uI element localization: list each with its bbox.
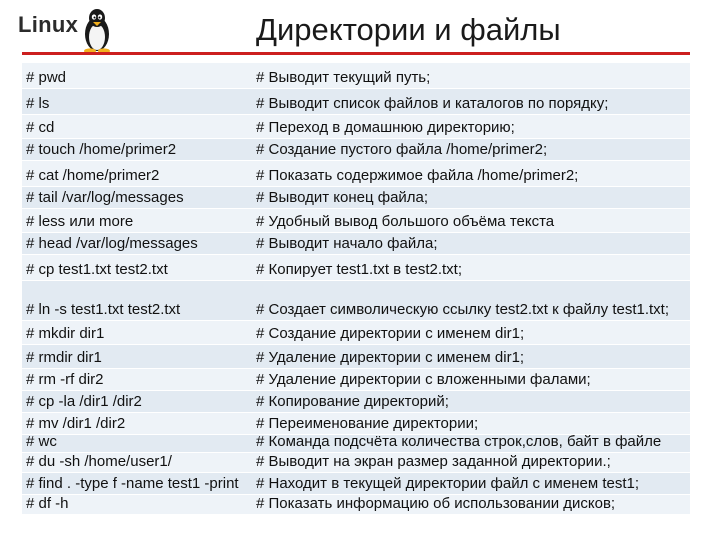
command-text: # cat /home/primer2 <box>26 167 160 184</box>
table-row <box>22 115 690 139</box>
command-text: # cp test1.txt test2.txt <box>26 261 168 278</box>
description-cell <box>256 345 690 368</box>
table-row <box>22 161 690 187</box>
command-text: # rmdir dir1 <box>26 349 102 366</box>
title-underline <box>22 52 690 55</box>
description-text: # Переход в домашнюю директорию; <box>256 119 515 136</box>
table-row <box>22 413 690 435</box>
table-row <box>22 139 690 161</box>
command-cell <box>22 209 256 232</box>
description-cell <box>256 391 690 412</box>
table-row <box>22 321 690 345</box>
linux-logo <box>18 8 110 56</box>
command-text: # ln -s test1.txt test2.txt <box>26 301 181 318</box>
description-cell <box>256 255 690 280</box>
table-row <box>22 435 690 453</box>
command-cell <box>22 233 256 254</box>
description-cell <box>256 63 690 88</box>
description-cell <box>256 321 690 344</box>
command-text: # df -h <box>26 495 69 512</box>
description-cell <box>256 89 690 114</box>
command-text: # head /var/log/messages <box>26 235 198 252</box>
command-cell <box>22 345 256 368</box>
table-row <box>22 63 690 89</box>
command-cell <box>22 435 256 452</box>
command-cell <box>22 139 256 160</box>
commands-table <box>22 63 690 515</box>
command-cell <box>22 495 256 514</box>
command-cell <box>22 89 256 114</box>
description-text: # Удобный вывод большого объёма текста <box>256 213 555 230</box>
description-cell <box>256 115 690 138</box>
command-cell <box>22 115 256 138</box>
table-row <box>22 345 690 369</box>
description-text: # Создание директории с именем dir1; <box>256 325 525 342</box>
description-text: # Показать содержимое файла /home/primer2; <box>256 167 579 184</box>
command-text: # du -sh /home/user1/ <box>26 453 172 470</box>
tux-penguin-icon <box>82 8 112 54</box>
command-cell <box>22 369 256 390</box>
command-text: # mkdir dir1 <box>26 325 105 342</box>
description-text: # Копирование директорий; <box>256 393 449 410</box>
description-cell <box>256 161 690 186</box>
command-cell <box>22 161 256 186</box>
description-cell <box>256 453 690 472</box>
table-row <box>22 281 690 321</box>
description-text: # Создает символическую ссылку test2.txt к файлу test1.txt; <box>256 301 670 318</box>
description-text: # Копирует test1.txt в test2.txt; <box>256 261 462 278</box>
description-text: # Выводит начало файла; <box>256 235 438 252</box>
table-row <box>22 369 690 391</box>
description-cell <box>256 139 690 160</box>
description-cell <box>256 369 690 390</box>
command-cell <box>22 63 256 88</box>
command-text: # ls <box>26 95 50 112</box>
description-cell <box>256 233 690 254</box>
command-text: # tail /var/log/messages <box>26 189 184 206</box>
table-row <box>22 391 690 413</box>
description-text: # Выводит на экран размер заданной директории.; <box>256 453 611 470</box>
command-cell <box>22 473 256 494</box>
command-cell <box>22 321 256 344</box>
description-text: # Выводит конец файла; <box>256 189 429 206</box>
command-cell <box>22 413 256 434</box>
command-text: # rm -rf dir2 <box>26 371 104 388</box>
table-row <box>22 89 690 115</box>
description-cell <box>256 209 690 232</box>
table-row <box>22 233 690 255</box>
page-title: Директории и файлы <box>256 12 561 47</box>
description-text: # Выводит текущий путь; <box>256 69 431 86</box>
description-cell <box>256 187 690 208</box>
description-cell <box>256 435 690 452</box>
description-text: # Удаление директории с вложенными фалами; <box>256 371 591 388</box>
table-row <box>22 209 690 233</box>
command-cell <box>22 255 256 280</box>
command-cell <box>22 187 256 208</box>
logo-text: Linux <box>18 12 79 37</box>
command-text: # cp -la /dir1 /dir2 <box>26 393 142 410</box>
command-text: # wc <box>26 433 57 450</box>
command-cell <box>22 281 256 320</box>
command-text: # mv /dir1 /dir2 <box>26 415 126 432</box>
description-cell <box>256 473 690 494</box>
command-text: # find . -type f -name test1 -print <box>26 475 239 492</box>
command-text: # cd <box>26 119 55 136</box>
description-text: # Создание пустого файла /home/primer2; <box>256 141 548 158</box>
table-row <box>22 255 690 281</box>
table-row <box>22 453 690 473</box>
description-cell <box>256 495 690 514</box>
description-text: # Удаление директории с именем dir1; <box>256 349 525 366</box>
description-text: # Находит в текущей директории файл с именем test1; <box>256 475 640 492</box>
table-row <box>22 495 690 515</box>
table-row <box>22 473 690 495</box>
command-text: # less или more <box>26 213 134 230</box>
command-text: # pwd <box>26 69 67 86</box>
command-cell <box>22 391 256 412</box>
description-text: # Выводит список файлов и каталогов по порядку; <box>256 95 609 112</box>
description-cell <box>256 281 690 320</box>
description-text: # Команда подсчёта количества строк,слов, байт в файле <box>256 433 662 450</box>
description-text: # Переименование директории; <box>256 415 479 432</box>
command-text: # touch /home/primer2 <box>26 141 177 158</box>
command-cell <box>22 453 256 472</box>
description-cell <box>256 413 690 434</box>
table-row <box>22 187 690 209</box>
description-text: # Показать информацию об использовании дисков; <box>256 495 616 512</box>
